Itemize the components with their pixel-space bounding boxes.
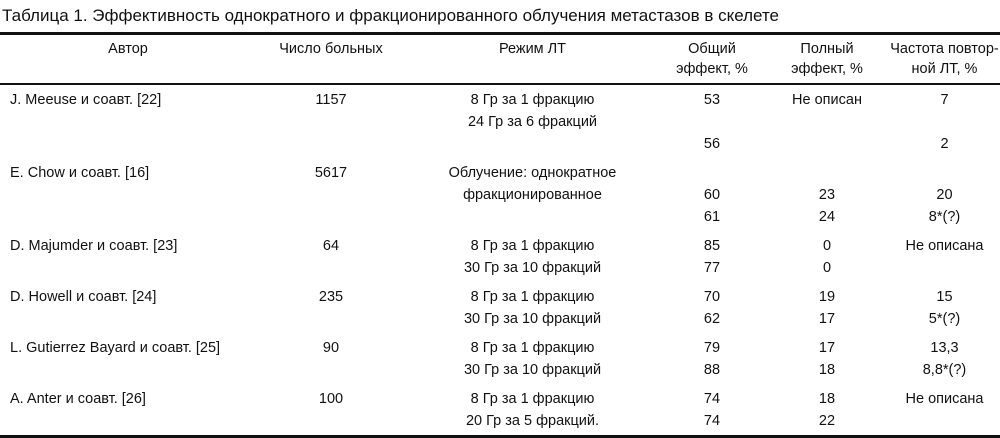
cell-total-effect: [659, 158, 765, 184]
cell-mode: [406, 206, 659, 231]
table-row: [0, 231, 1000, 257]
cell-patients: 5617: [314, 165, 348, 181]
cell-total-effect: 60: [703, 187, 721, 203]
results-table: [0, 32, 1000, 438]
cell-patients: [256, 410, 406, 437]
table-body: [0, 84, 1000, 437]
cell-patients: [256, 133, 406, 158]
cell-full-effect: 23: [818, 187, 836, 203]
cell-patients: [256, 257, 406, 282]
header-author-label: Автор: [108, 41, 148, 57]
header-mode: [406, 34, 659, 85]
header-full-effect-line2: эффект, %: [791, 61, 863, 77]
cell-total-effect: 56: [703, 136, 721, 152]
header-full-effect-line1: Полный: [800, 41, 854, 57]
cell-patients: [256, 308, 406, 333]
cell-author: J. Meeuse и соавт. [22]: [10, 92, 162, 108]
table-row: [0, 410, 1000, 437]
cell-total-effect: [659, 111, 765, 133]
cell-mode: 30 Гр за 10 фракций: [463, 362, 602, 378]
cell-full-effect: [765, 133, 889, 158]
table-header: [0, 34, 1000, 85]
cell-total-effect: 74: [703, 413, 721, 429]
cell-author: A. Anter и соавт. [26]: [10, 391, 146, 407]
cell-total-effect: 62: [703, 311, 721, 327]
cell-repeat-rt: [889, 158, 1000, 184]
cell-patients: 235: [318, 289, 344, 305]
cell-total-effect: 79: [703, 340, 721, 356]
cell-repeat-rt: 13,3: [930, 340, 959, 356]
header-mode-label: Режим ЛТ: [498, 41, 567, 57]
cell-full-effect: 24: [818, 209, 836, 225]
results-table-container: [0, 32, 1000, 438]
cell-author: [0, 359, 256, 384]
table-row: [0, 333, 1000, 359]
cell-full-effect: [765, 158, 889, 184]
cell-mode: 8 Гр за 1 фракцию: [470, 238, 595, 254]
cell-full-effect: 18: [818, 362, 836, 378]
cell-repeat-rt: 8*(?): [928, 209, 961, 225]
header-total-effect-line2: эффект, %: [676, 61, 748, 77]
cell-repeat-rt: 15: [936, 289, 953, 305]
cell-author: E. Chow и соавт. [16]: [10, 165, 150, 181]
header-total-effect-line1: Общий: [688, 41, 736, 57]
cell-author: L. Gutierrez Bayard и соавт. [25]: [10, 340, 221, 356]
table-row: [0, 282, 1000, 308]
table-row: [0, 84, 1000, 111]
cell-repeat-rt: [889, 257, 1000, 282]
cell-total-effect: 85: [703, 238, 721, 254]
cell-mode: 8 Гр за 1 фракцию: [470, 289, 595, 305]
cell-patients: 64: [322, 238, 340, 254]
cell-mode: 8 Гр за 1 фракцию: [470, 391, 595, 407]
cell-full-effect: 17: [818, 340, 836, 356]
cell-full-effect: 0: [822, 238, 832, 254]
cell-author: [0, 308, 256, 333]
header-repeat-rt-line2: ной ЛТ, %: [911, 61, 978, 77]
cell-patients: 1157: [315, 92, 347, 108]
cell-total-effect: 70: [703, 289, 721, 305]
cell-author: [0, 111, 256, 133]
header-full-effect: [765, 34, 889, 85]
cell-author: [0, 257, 256, 282]
cell-patients: 90: [322, 340, 340, 356]
table-row: [0, 308, 1000, 333]
cell-repeat-rt: 2: [940, 136, 949, 152]
header-repeat-rt: [889, 34, 1000, 85]
table-row: [0, 158, 1000, 184]
cell-mode: 24 Гр за 6 фракций: [467, 114, 598, 130]
cell-repeat-rt: 8,8*(?): [922, 362, 967, 378]
cell-mode: фракционированное: [463, 187, 602, 203]
cell-author: [0, 410, 256, 437]
header-total-effect: [659, 34, 765, 85]
table-row: [0, 206, 1000, 231]
table-row: [0, 133, 1000, 158]
cell-mode: 30 Гр за 10 фракций: [463, 311, 602, 327]
table-caption: Таблица 1. Эффективность однократного и фракционированного облучения метастазов в скелете: [2, 6, 779, 25]
cell-total-effect: 74: [703, 391, 721, 407]
cell-patients: [256, 206, 406, 231]
header-author: [0, 34, 256, 85]
header-patients: [256, 34, 406, 85]
header-patients-label: Число больных: [279, 41, 383, 57]
cell-repeat-rt: [889, 410, 1000, 437]
cell-patients: [256, 184, 406, 206]
cell-author: D. Howell и соавт. [24]: [10, 289, 157, 305]
cell-full-effect: 17: [818, 311, 836, 327]
cell-full-effect: [765, 111, 889, 133]
cell-full-effect: 22: [818, 413, 836, 429]
table-row: [0, 257, 1000, 282]
cell-author: [0, 206, 256, 231]
cell-repeat-rt: 5*(?): [928, 311, 961, 327]
table-row: [0, 111, 1000, 133]
cell-repeat-rt: 20: [936, 187, 953, 203]
cell-total-effect: 53: [703, 92, 721, 108]
cell-author: [0, 133, 256, 158]
cell-mode: [406, 133, 659, 158]
cell-total-effect: 88: [703, 362, 721, 378]
header-row: [0, 34, 1000, 85]
cell-full-effect: Не описан: [792, 92, 862, 108]
table-row: [0, 359, 1000, 384]
cell-repeat-rt: Не описана: [905, 238, 984, 254]
table-row: [0, 384, 1000, 410]
cell-author: D. Majumder и соавт. [23]: [10, 238, 178, 254]
cell-repeat-rt: Не описана: [905, 391, 984, 407]
cell-repeat-rt: [889, 111, 1000, 133]
cell-repeat-rt: 7: [940, 92, 949, 108]
table-row: [0, 184, 1000, 206]
cell-mode: Облучение: однократное: [448, 165, 617, 181]
cell-mode: 8 Гр за 1 фракцию: [470, 92, 595, 108]
cell-full-effect: 18: [818, 391, 836, 407]
cell-mode: 30 Гр за 10 фракций: [463, 260, 602, 276]
cell-patients: [256, 359, 406, 384]
cell-mode: 20 Гр за 5 фракций.: [465, 413, 600, 429]
header-repeat-rt-line1: Частота повтор-: [890, 41, 999, 57]
cell-author: [0, 184, 256, 206]
cell-patients: [256, 111, 406, 133]
cell-mode: 8 Гр за 1 фракцию: [470, 340, 595, 356]
cell-full-effect: 0: [822, 260, 832, 276]
cell-total-effect: 61: [703, 209, 721, 225]
cell-patients: 100: [318, 391, 344, 407]
cell-total-effect: 77: [703, 260, 721, 276]
cell-full-effect: 19: [818, 289, 836, 305]
